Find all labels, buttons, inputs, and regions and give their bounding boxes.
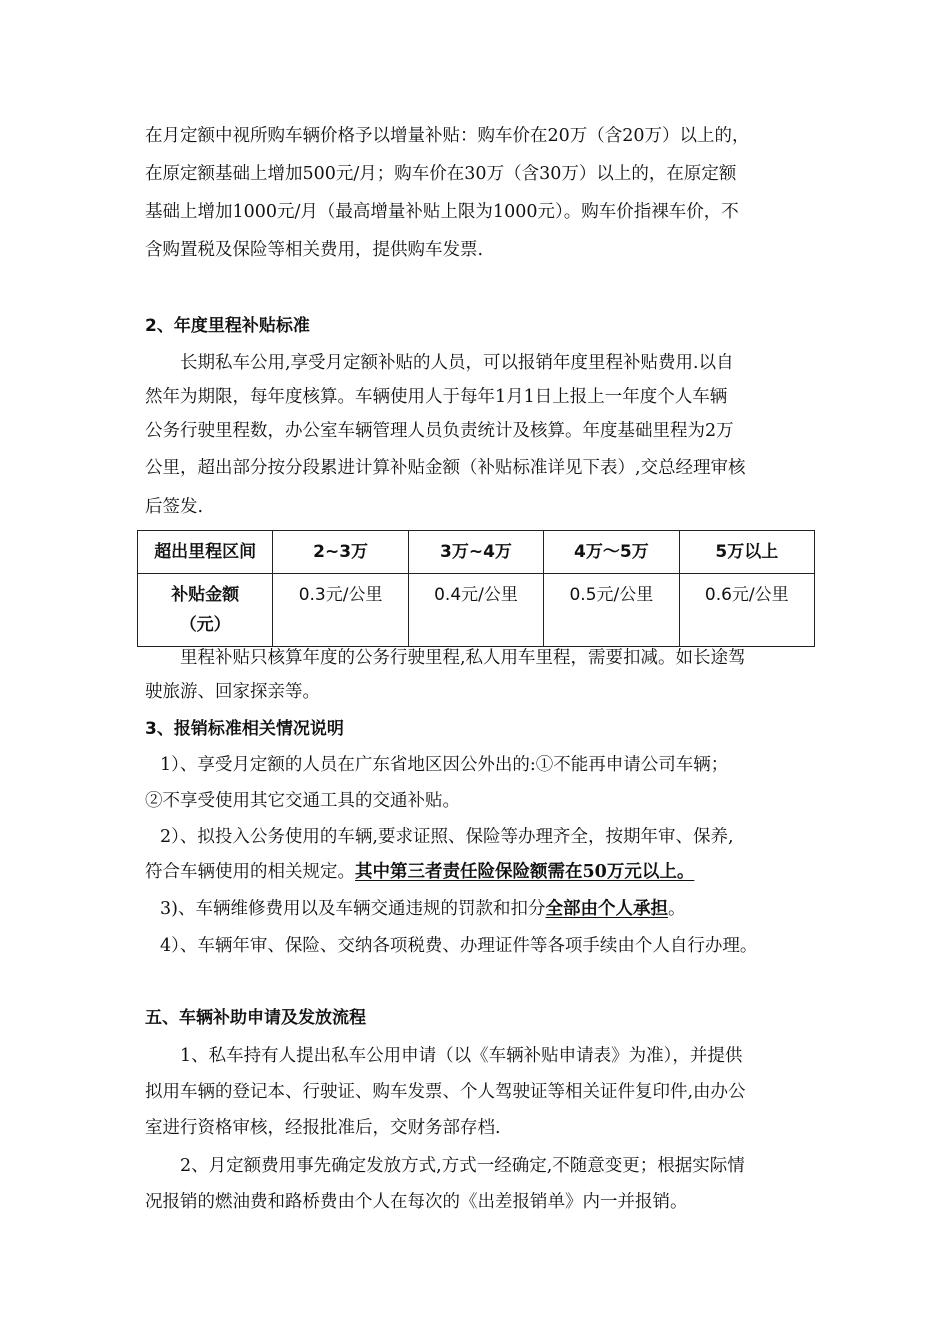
emphasis-underline: 全部由个人承担 [545,899,668,919]
table-row-label [138,574,273,647]
table-cell: 0.5元/公里 [544,574,679,647]
section-heading: 3、报销标准相关情况说明 [145,719,344,739]
text-line [145,856,815,889]
table-row [138,574,815,647]
text-line: 拟用车辆的登记本、行驶证、购车发票、个人驾驶证等相关证件复印件,由办公 [145,1082,746,1102]
table-cell: 0.6元/公里 [679,574,814,647]
section-heading: 五、车辆补助申请及发放流程 [145,1008,366,1028]
label-line: （元） [179,615,231,635]
table-header-cell: 3万~4万 [408,531,543,574]
section-heading: 2、年度里程补贴标准 [145,316,310,336]
text-line: 2、月定额费用事先确定发放方式,方式一经确定,不随意变更；根据实际情 [180,1156,745,1176]
table-header-cell: 2~3万 [273,531,408,574]
emphasis-underline: 其中第三者责任险保险额需在50万元以上。 [355,862,695,882]
table-cell: 0.4元/公里 [408,574,543,647]
text-line: 1、私车持有人提出私车公用申请（以《车辆补贴申请表》为准），并提供 [180,1046,743,1066]
text-line: 2）、拟投入公务使用的车辆,要求证照、保险等办理齐全，按期年审、保养, [160,827,734,847]
table-header-row [138,531,815,574]
text-line: 长期私车公用,享受月定额补贴的人员，可以报销年度里程补贴费用.以自 [180,353,734,373]
text-line: ②不享受使用其它交通工具的交通补贴。 [145,791,460,811]
table-header-cell: 超出里程区间 [138,531,273,574]
text-line: 驶旅游、回家探亲等。 [145,682,320,702]
text-line: 里程补贴只核算年度的公务行驶里程,私人用车里程，需要扣减。如长途驾 [180,648,746,668]
text-run: 3)、车辆维修费用以及车辆交通违规的罚款和扣分 [160,899,546,919]
table-header-cell: 5万以上 [679,531,814,574]
text-line: 公务行驶里程数，办公室车辆管理人员负责统计及核算。年度基础里程为2万 [145,421,734,441]
table-cell: 0.3元/公里 [273,574,408,647]
text-line: 1）、享受月定额的人员在广东省地区因公外出的:①不能再申请公司车辆； [160,755,729,775]
text-line: 后签发. [145,497,204,517]
text-line: 含购置税及保险等相关费用，提供购车发票. [145,240,484,260]
text-line: 况报销的燃油费和路桥费由个人在每次的《出差报销单》内一并报销。 [145,1192,688,1212]
text-line: 室进行资格审核，经报批准后，交财务部存档. [145,1118,501,1138]
mileage-subsidy-table [137,530,815,647]
text-run: 。 [667,899,686,919]
label-line: 补贴金额 [171,585,240,605]
text-line: 4）、车辆年审、保险、交纳各项税费、办理证件等各项手续由个人自行办理。 [160,936,758,956]
text-line: 然年为期限，每年度核算。车辆使用人于每年1月1日上报上一年度个人车辆 [145,387,728,407]
table-header-cell: 4万～5万 [544,531,679,574]
text-line: 公里，超出部分按分段累进计算补贴金额（补贴标准详见下表）,交总经理审核 [145,458,746,478]
text-line: 在月定额中视所购车辆价格予以增量补贴：购车价在20万（含20万）以上的， [145,126,750,146]
text-line: 在原定额基础上增加500元/月；购车价在30万（含30万）以上的，在原定额 [145,164,737,184]
text-line [160,893,830,926]
text-line: 基础上增加1000元/月（最高增量补贴上限为1000元）。购车价指裸车价，不 [145,202,739,222]
text-run: 符合车辆使用的相关规定。 [145,862,355,882]
